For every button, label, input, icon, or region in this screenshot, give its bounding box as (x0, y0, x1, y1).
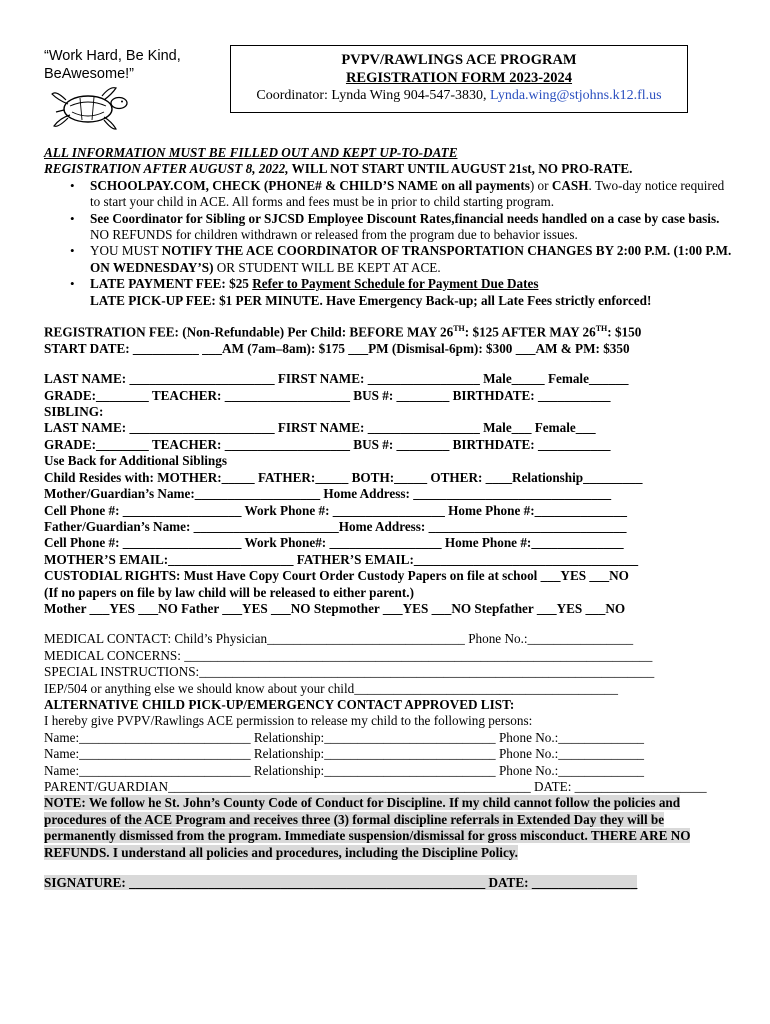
custodial-note: (If no papers on file by law child will be released to either parent.) (44, 584, 414, 600)
fee-before: REGISTRATION FEE: (Non-Refundable) Per Child: BEFORE MAY 26 (44, 324, 454, 340)
father-name-line[interactable]: Father/Guardian’s Name: ______________________Home Address: ______________________________ (44, 518, 627, 534)
custodial-rights-line[interactable]: CUSTODIAL RIGHTS: Must Have Copy Court Order Custody Papers on file at school ___YES ___NO (44, 568, 629, 584)
custodial-parents-line[interactable]: Mother ___YES ___NO Father ___YES ___NO Stepmother ___YES ___NO Stepfather ___YES ___NO (44, 600, 626, 616)
late-registration (44, 161, 734, 177)
iep-line[interactable]: IEP/504 or anything else we should know about your child________________________________________ (44, 680, 618, 696)
motto (44, 47, 214, 83)
transport-notice: NOTIFY THE ACE COORDINATOR OF TRANSPORTATION CHANGES BY 2:00 P.M. (1:00 P.M. ON WEDNESDAY’S) (90, 243, 732, 275)
info-heading: ALL INFORMATION MUST BE FILLED OUT AND KEPT UP-TO-DATE (44, 145, 458, 160)
payment-or: ) or (529, 177, 552, 193)
bullet-late-payment (44, 276, 734, 292)
payment-notice: . Two-day notice required to start your child in ACE. All forms and fees must be in prior to child starting program. (90, 177, 725, 210)
discipline-note (44, 795, 734, 861)
mother-phone-line[interactable]: Cell Phone #: __________________ Work Phone #: _________________ Home Phone #:______________ (44, 502, 627, 518)
child-resides-line[interactable]: Child Resides with: MOTHER:_____ FATHER:_____ BOTH:_____ OTHER: ____Relationship_________ (44, 469, 643, 485)
late-registration-date: REGISTRATION AFTER AUGUST 8, 2022, (44, 161, 289, 177)
fee-sup-2: TH (595, 324, 608, 334)
coordinator-text: Coordinator: Lynda Wing 904-547-3830, (256, 88, 491, 103)
signature-field[interactable]: SIGNATURE: ______________________________________________________ (44, 875, 489, 891)
sibling-name-line[interactable]: LAST NAME: ______________________ FIRST NAME: _________________ Male___ Female___ (44, 420, 596, 436)
father-phone-line[interactable]: Cell Phone #: __________________ Work Phone#: _________________ Home Phone #:______________ (44, 535, 624, 551)
special-instructions-line[interactable]: SPECIAL INSTRUCTIONS:_____________________________________________________________________ (44, 664, 655, 680)
email-line[interactable]: MOTHER’S EMAIL:___________________ FATHER’S EMAIL:__________________________________ (44, 551, 639, 567)
late-pickup-bold: LATE PICK-UP FEE: $1 PER MINUTE. Have Emergency Back-up (90, 292, 474, 308)
pickup-heading: ALTERNATIVE CHILD PICK-UP/EMERGENCY CONTACT APPROVED LIST: (44, 696, 515, 712)
sibling-grade-line[interactable]: GRADE:________ TEACHER: ___________________ BUS #: ________ BIRTHDATE: ___________ (44, 436, 611, 452)
bullet-transportation (44, 243, 734, 276)
medical-contact-line[interactable]: MEDICAL CONTACT: Child’s Physician______________________________ Phone No.:________________ (44, 631, 634, 647)
discipline-note-text: NOTE: We follow he St. John’s County Code of Conduct for Discipline. If my child cannot follow the policies and procedures of the ACE Program and receives three (3) formal discipline referrals in Extended Day they will be permanently dismissed from the program. Immediate suspension/dismissal for gross misconduct. THERE ARE NO REFUNDS. I understand all policies and procedures, including the Discipline Policy. (44, 795, 691, 860)
use-back-note: Use Back for Additional Siblings (44, 453, 227, 469)
pickup-row[interactable]: Name:__________________________ Relationship:__________________________ Phone No.:_____________ (44, 746, 645, 762)
late-pickup-fee (44, 293, 734, 309)
form-body (44, 145, 734, 891)
late-payment-fee: LATE PAYMENT FEE: $25 (90, 276, 253, 292)
late-pickup-rest: ; all Late Fees strictly enforced! (473, 292, 652, 308)
late-registration-rest: WILL NOT START UNTIL AUGUST 21st, NO PRO-RATE. (288, 161, 633, 177)
refund-text: NO REFUNDS for children withdrawn or released from the program due to behavior issues. (90, 227, 578, 243)
signature-line[interactable] (44, 875, 734, 891)
signature-date-field[interactable]: DATE: ________________ (488, 875, 638, 891)
coordinator-email-link[interactable]: Lynda.wing@stjohns.k12.fl.us (490, 88, 662, 103)
discount-text: See Coordinator for Sibling or SJCSD Employee Discount Rates,financial needs handled on a case by case basis. (90, 210, 720, 226)
motto-line-2: BeAwesome!” (44, 66, 134, 82)
registration-fee-line (44, 321, 734, 341)
fee-after: : $125 AFTER MAY 26 (464, 324, 596, 340)
payment-cash: CASH (551, 177, 589, 193)
start-date-line[interactable]: START DATE: __________ ___AM (7am–8am): $175 ___PM (Dismisal-6pm): $300 ___AM & PM: $350 (44, 340, 630, 356)
child-grade-line[interactable]: GRADE:________ TEACHER: ___________________ BUS #: ________ BIRTHDATE: ___________ (44, 387, 611, 403)
fee-after-amount: : $150 (607, 324, 642, 340)
payment-schedule-ref: Refer to Payment Schedule for Payment Due Dates (252, 276, 539, 292)
transport-rest: OR STUDENT WILL BE KEPT AT ACE. (213, 259, 441, 275)
parent-guardian-line[interactable]: PARENT/GUARDIAN_______________________________________________________ DATE: ____________________ (44, 779, 707, 795)
mother-name-line[interactable]: Mother/Guardian’s Name:___________________ Home Address: ______________________________ (44, 486, 612, 502)
bullet-discount (44, 211, 734, 244)
bullet-payment (44, 178, 734, 211)
form-title: REGISTRATION FORM 2023-2024 (345, 70, 573, 86)
motto-line-1: “Work Hard, Be Kind, (44, 48, 181, 64)
pickup-row[interactable]: Name:__________________________ Relationship:__________________________ Phone No.:_____________ (44, 729, 645, 745)
pickup-row[interactable]: Name:__________________________ Relationship:__________________________ Phone No.:_____________ (44, 762, 645, 778)
sibling-label: SIBLING: (44, 404, 104, 420)
pickup-permission: I hereby give PVPV/Rawlings ACE permission to release my child to the following persons: (44, 713, 533, 729)
fee-sup-1: TH (453, 324, 465, 334)
form-header-box (230, 45, 688, 113)
child-name-line[interactable]: LAST NAME: ______________________ FIRST NAME: _________________ Male_____ Female______ (44, 371, 629, 387)
payment-methods: SCHOOLPAY.COM, CHECK (PHONE# & CHILD’S NAME on all payments (90, 177, 530, 193)
transport-start: YOU MUST (90, 243, 162, 259)
medical-concerns-line[interactable]: MEDICAL CONCERNS: _______________________________________________________________________ (44, 647, 653, 663)
turtle-icon (46, 82, 132, 136)
program-title: PVPV/RAWLINGS ACE PROGRAM (341, 52, 577, 68)
coordinator-line (231, 88, 687, 104)
